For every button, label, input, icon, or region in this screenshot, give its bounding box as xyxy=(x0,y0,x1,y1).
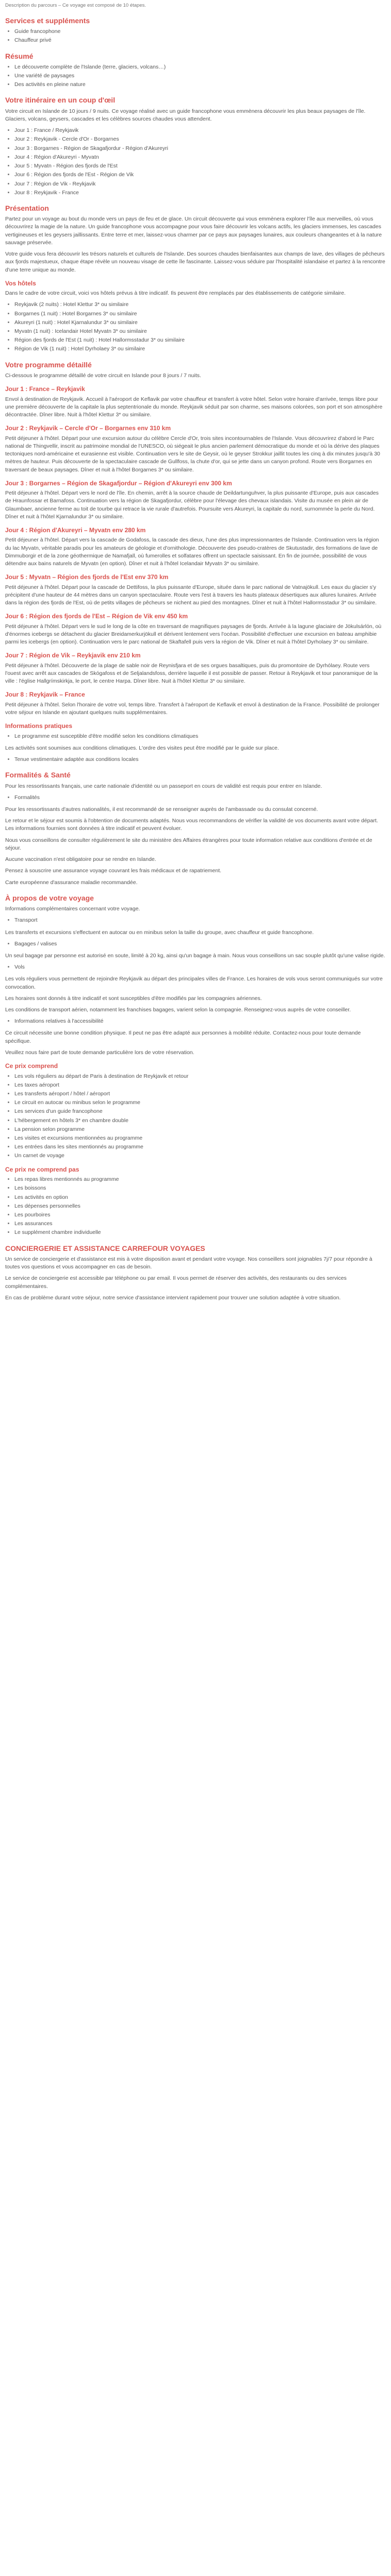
paragraph: Les vols réguliers vous permettent de rejoindre Reykjavik au départ des principales villes de France. Les horaires de vols vous seront communiqués sur votre convocation. xyxy=(5,976,383,990)
paragraph: Petit déjeuner à l'hôtel. Départ pour la cascade de Dettifoss, la plus puissante d'Europe, située dans le parc national de Vatnajökull. Les eaux du glacier s'y précipitent d'une hauteur de 44 mètres dans un canyon spectaculaire. Route vers l'est à travers les hauts plateaux désertiques aux allures lunaires. Arrivée dans la région des fjords de l'Est, où de petits villages de pêcheurs se nichent au pied des montagnes. Dîner et nuit à l'hôtel Hallormsstadur 3* ou similaire. xyxy=(5,584,377,606)
paragraph: Pour les ressortissants français, une carte nationale d'identité ou un passeport en cours de validité est requis pour entrer en Islande. xyxy=(5,783,322,789)
list-item: • Les entrées dans les sites mentionnés au programme xyxy=(14,1143,386,1151)
paragraph: Les horaires sont donnés à titre indicatif et sont susceptibles d'être modifiés par les compagnies aériennes. xyxy=(5,995,262,1002)
section-heading: À propos de votre voyage xyxy=(5,893,94,902)
list-item: • Reykjavik (2 nuits) : Hotel Klettur 3* ou similaire xyxy=(14,301,386,309)
section-heading: Résumé xyxy=(5,52,34,60)
list-item: • Les repas libres mentionnés au programme xyxy=(14,1176,386,1183)
list-item: • Région de Vik (1 nuit) : Hotel Dyrholaey 3* ou similaire xyxy=(14,345,386,353)
list-item: • La pension selon programme xyxy=(14,1126,386,1133)
bullet-list xyxy=(5,963,386,971)
section-heading: Jour 5 : Myvatn – Région des fjords de l'Est env 370 km xyxy=(5,573,169,581)
list-item: • Les visites et excursions mentionnées au programme xyxy=(14,1134,386,1142)
list-item: • Les boissons xyxy=(14,1184,386,1192)
bullet-list xyxy=(5,301,386,353)
paragraph: Carte européenne d'assurance maladie recommandée. xyxy=(5,879,138,886)
section-heading: Jour 4 : Région d'Akureyri – Myvatn env 280 km xyxy=(5,527,146,534)
bullet-list xyxy=(5,756,386,764)
list-item: • Informations relatives à l'accessibilité xyxy=(14,1018,386,1025)
list-item: • Le découverte complète de l'Islande (terre, glaciers, volcans…) xyxy=(14,63,386,71)
paragraph: Petit déjeuner à l'hôtel. Départ vers le nord de l'île. En chemin, arrêt à la source chaude de Deildartunguhver, la plus puissante d'Europe, puis aux cascades de Hraunfossar et Barnafoss. Continuation vers la région de Skagafjordur, célèbre pour l'élevage des chevaux islandais. Visite du musée en plein air de Glaumbaer, ancienne ferme au toit de tourbe qui retrace la vie rurale d'autrefois. Poursuite vers Akureyri, la capitale du nord, surnommée la perle du Nord. Dîner et nuit à l'hôtel Kjarnalundur 3* ou similaire. xyxy=(5,490,379,520)
section-heading: Jour 8 : Reykjavik – France xyxy=(5,691,85,699)
section-heading: Jour 2 : Reykjavik – Cercle d'Or – Borgarnes env 310 km xyxy=(5,425,171,432)
list-item: • Région des fjords de l'Est (1 nuit) : Hotel Hallormsstadur 3* ou similaire xyxy=(14,336,386,344)
paragraph: Aucune vaccination n'est obligatoire pour se rendre en Islande. xyxy=(5,856,156,863)
section-heading: Jour 7 : Région de Vik – Reykjavik env 210 km xyxy=(5,652,141,659)
list-item: • Formalités xyxy=(14,794,386,802)
paragraph: Petit déjeuner à l'hôtel. Départ vers le sud le long de la côte en traversant de magnifiques paysages de fjords. Arrivée à la lagune glaciaire de Jökulsárlón, où d'énormes icebergs se détachent du glacier Breidamerkurjökull et dérivent lentement vers l'océan. Possibilité d'effectuer une excursion en bateau amphibie parmi les icebergs (en option). Continuation vers le parc national de Skaftafell puis vers la région de Vik. Dîner et nuit à l'hôtel Dyrholaey 3* ou similaire. xyxy=(5,623,382,646)
list-item: • Les vols réguliers au départ de Paris à destination de Reykjavik et retour xyxy=(14,1073,386,1080)
list-item: • Les activités en option xyxy=(14,1194,386,1201)
list-item: • Borgarnes (1 nuit) : Hotel Borgarnes 3* ou similaire xyxy=(14,310,386,318)
bullet-list xyxy=(5,63,386,89)
list-item: • Jour 2 : Reykjavik - Cercle d'Or - Borgarnes xyxy=(14,135,386,143)
paragraph: Veuillez nous faire part de toute demande particulière lors de votre réservation. xyxy=(5,1049,194,1056)
list-item: • Vols xyxy=(14,963,386,971)
list-item: • Jour 6 : Région des fjords de l'Est - Région de Vik xyxy=(14,171,386,179)
section-heading: Jour 1 : France – Reykjavik xyxy=(5,385,85,393)
paragraph: En cas de problème durant votre séjour, notre service d'assistance intervient rapidement pour trouver une solution adaptée à votre situation. xyxy=(5,1294,341,1301)
paragraph: Nous vous conseillons de consulter régulièrement le site du ministère des Affaires étrangères pour toute information relative aux conditions d'entrée et de séjour. xyxy=(5,837,372,851)
section-heading: Vos hôtels xyxy=(5,279,36,287)
section-heading: Jour 6 : Région des fjords de l'Est – Région de Vik env 450 km xyxy=(5,613,188,620)
paragraph: Votre guide vous fera découvrir les trésors naturels et culturels de l'Islande. Des sources chaudes bienfaisantes aux champs de lave, des villages de pêcheurs aux fjords majestueux, chaque étape révèle un nouveau visage de cette île fascinante. Laissez-vous séduire par l'hospitalité islandaise et partez à la rencontre d'une terre unique au monde. xyxy=(5,251,385,273)
bullet-list xyxy=(5,917,386,924)
list-item: • Jour 5 : Myvatn - Région des fjords de l'Est xyxy=(14,162,386,170)
paragraph: Dans le cadre de votre circuit, voici vos hôtels prévus à titre indicatif. Ils peuvent être remplacés par des établissements de catégorie similaire. xyxy=(5,290,346,297)
list-item: • Un carnet de voyage xyxy=(14,1152,386,1160)
list-item: • Tenue vestimentaire adaptée aux conditions locales xyxy=(14,756,386,764)
paragraph: Le service de conciergerie est accessible par téléphone ou par email. Il vous permet de réserver des activités, des restaurants ou des services complémentaires. xyxy=(5,1275,347,1290)
list-item: • Une variété de paysages xyxy=(14,72,386,80)
list-item: • Le programme est susceptible d'être modifié selon les conditions climatiques xyxy=(14,733,386,740)
list-item: • Les transferts aéroport / hôtel / aéroport xyxy=(14,1090,386,1098)
paragraph: Un service de conciergerie et d'assistance est mis à votre disposition avant et pendant votre voyage. Nos conseillers sont joignables 7j/7 pour répondre à toutes vos questions et vous accompagner en cas de besoin. xyxy=(5,1256,372,1270)
section-heading: Formalités & Santé xyxy=(5,771,71,779)
list-item: • Jour 4 : Région d'Akureyri - Myvatn xyxy=(14,154,386,161)
bullet-list xyxy=(5,794,386,802)
list-item: • Jour 3 : Borgarnes - Région de Skagafjordur - Région d'Akureyri xyxy=(14,145,386,152)
list-item: • Guide francophone xyxy=(14,28,386,36)
list-item: • Transport xyxy=(14,917,386,924)
list-item: • Le circuit en autocar ou minibus selon le programme xyxy=(14,1099,386,1107)
list-item: • L'hébergement en hôtels 3* en chambre double xyxy=(14,1117,386,1125)
section-heading: Votre itinéraire en un coup d'œil xyxy=(5,96,116,105)
document-content xyxy=(5,15,386,1302)
bullet-list xyxy=(5,940,386,948)
paragraph: Partez pour un voyage au bout du monde vers un pays de feu et de glace. Un circuit découverte qui vous emmènera explorer l'île aux merveilles, où vous découvrirez la magie de la nature. Un guide francophone vous accompagne pour vous faire découvrir les volcans actifs, les glaciers immenses, les cascades vertigineuses et les geysers jaillissants. Entre terre et mer, laissez-vous charmer par ce pays aux paysages lunaires, aux couleurs changeantes et à la nature sauvage préservée. xyxy=(5,216,382,246)
section-heading: Informations pratiques xyxy=(5,722,73,730)
bullet-list xyxy=(5,1073,386,1160)
section-heading: Votre programme détaillé xyxy=(5,360,92,369)
list-item: • Bagages / valises xyxy=(14,940,386,948)
section-heading: CONCIERGERIE ET ASSISTANCE CARREFOUR VOYAGES xyxy=(5,1244,205,1252)
paragraph: Petit déjeuner à l'hôtel. Selon l'horaire de votre vol, temps libre. Transfert à l'aéroport de Keflavik et envol à destination de la France. Possibilité de prolonger votre séjour en Islande en ajoutant quelques nuits supplémentaires. xyxy=(5,701,380,716)
list-item: • Les assurances xyxy=(14,1220,386,1228)
intro-note: Description du parcours – Ce voyage est composé de 10 étapes. xyxy=(5,3,146,8)
paragraph: Petit déjeuner à l'hôtel. Départ vers la cascade de Godafoss, la cascade des dieux, l'une des plus impressionnantes de l'Islande. Continuation vers la région du lac Myvatn, véritable paradis pour les amateurs de géologie et d'ornithologie. Découverte des pseudo-cratères de Skutustadir, des formations de lave de Dimmuborgir et de la zone géothermique de Namafjall, où fumerolles et solfatares offrent un spectacle saisissant. En fin de journée, possibilité de vous détendre aux bains naturels de Myvatn (en option). Dîner et nuit à l'hôtel Icelandair Myvatn 3* ou similaire. xyxy=(5,537,379,567)
list-item: • Jour 1 : France / Reykjavik xyxy=(14,127,386,134)
section-heading: Services et suppléments xyxy=(5,16,90,25)
list-item: • Le supplément chambre individuelle xyxy=(14,1229,386,1236)
paragraph: Informations complémentaires concernant votre voyage. xyxy=(5,906,140,912)
paragraph: Petit déjeuner à l'hôtel. Départ pour une excursion autour du célèbre Cercle d'Or, trois sites incontournables de l'Islande. Vous découvrirez d'abord le Parc national de Thingvellir, inscrit au patrimoine mondial de l'UNESCO, où siégeait le plus ancien parlement démocratique du monde et où la dérive des plaques tectoniques nord-américaine et eurasienne est visible. Continuation vers le site de Geysir, où le geyser Strokkur jaillit toutes les cinq à dix minutes jusqu'à 30 mètres de hauteur. Puis découverte de la spectaculaire cascade de Gullfoss, la chute d'or, qui se jette dans un canyon profond. Route vers Borgarnes en traversant de beaux paysages. Dîner et nuit à l'hôtel Borgarnes 3* ou similaire. xyxy=(5,435,380,473)
paragraph: Les conditions de transport aérien, notamment les franchises bagages, varient selon la compagnie. Renseignez-vous auprès de votre conseiller. xyxy=(5,1007,351,1013)
section-heading: Jour 3 : Borgarnes – Région de Skagafjordur – Région d'Akureyri env 300 km xyxy=(5,479,232,487)
bullet-list xyxy=(5,1018,386,1025)
list-item: • Jour 7 : Région de Vik - Reykjavik xyxy=(14,180,386,188)
list-item: • Les taxes aéroport xyxy=(14,1081,386,1089)
bullet-list xyxy=(5,733,386,740)
paragraph: Les transferts et excursions s'effectuent en autocar ou en minibus selon la taille du groupe, avec chauffeur et guide francophone. xyxy=(5,929,314,936)
paragraph: Pour les ressortissants d'autres nationalités, il est recommandé de se renseigner auprès de l'ambassade ou du consulat concerné. xyxy=(5,806,318,813)
paragraph: Votre circuit en Islande de 10 jours / 9 nuits. Ce voyage réalisé avec un guide francophone vous emmènera découvrir les plus beaux paysages de l'île. Glaciers, volcans, geysers, cascades et les célèbres sources chaudes vous attendent. xyxy=(5,108,366,122)
paragraph: Ce circuit nécessite une bonne condition physique. Il peut ne pas être adapté aux personnes à mobilité réduite. Contactez-nous pour toute demande spécifique. xyxy=(5,1030,361,1044)
list-item: • Des activités en pleine nature xyxy=(14,81,386,89)
bullet-list xyxy=(5,1176,386,1237)
paragraph: Ci-dessous le programme détaillé de votre circuit en Islande pour 8 jours / 7 nuits. xyxy=(5,372,201,379)
list-item: • Jour 8 : Reykjavik - France xyxy=(14,189,386,197)
list-item: • Les pourboires xyxy=(14,1211,386,1219)
list-item: • Les dépenses personnelles xyxy=(14,1202,386,1210)
bullet-list xyxy=(5,127,386,197)
paragraph: Envol à destination de Reykjavik. Accueil à l'aéroport de Keflavik par votre chauffeur et transfert à votre hôtel. Selon votre horaire d'arrivée, temps libre pour une première découverte de la capitale la plus septentrionale du monde. Reykjavik séduit par son charme, ses maisons colorées, son port et son atmosphère décontractée. Dîner libre. Nuit à l'hôtel Klettur 3* ou similaire. xyxy=(5,396,383,418)
list-item: • Chauffeur privé xyxy=(14,37,386,44)
section-heading: Ce prix ne comprend pas xyxy=(5,1165,79,1173)
section-heading: Présentation xyxy=(5,204,49,212)
bullet-list xyxy=(5,28,386,44)
list-item: • Les services d'un guide francophone xyxy=(14,1108,386,1115)
paragraph: Le retour et le séjour est soumis à l'obtention de documents adaptés. Nous vous recommandons de vérifier la validité de vos documents avant votre départ. Les informations fournies sont données à titre indicatif et peuvent évoluer. xyxy=(5,818,378,832)
paragraph: Petit déjeuner à l'hôtel. Découverte de la plage de sable noir de Reynisfjara et de ses orgues basaltiques, puis du promontoire de Dyrhólaey. Route vers l'ouest avec arrêt aux cascades de Skógafoss et de Seljalandsfoss, derrière laquelle il est possible de passer. Retour à Reykjavik et tour panoramique de la ville : l'église Hallgrímskirkja, le port, le centre Harpa. Dîner libre. Nuit à l'hôtel Klettur 3* ou similaire. xyxy=(5,662,378,685)
paragraph: Un seul bagage par personne est autorisé en soute, limité à 20 kg, ainsi qu'un bagage à main. Nous vous conseillons un sac souple plutôt qu'une valise rigide. xyxy=(5,952,385,959)
list-item: • Akureyri (1 nuit) : Hotel Kjarnalundur 3* ou similaire xyxy=(14,319,386,327)
paragraph: Les activités sont soumises aux conditions climatiques. L'ordre des visites peut être modifié par le guide sur place. xyxy=(5,744,279,751)
section-heading: Ce prix comprend xyxy=(5,1062,58,1070)
paragraph: Pensez à souscrire une assurance voyage couvrant les frais médicaux et de rapatriement. xyxy=(5,868,222,874)
list-item: • Myvatn (1 nuit) : Icelandair Hotel Myvatn 3* ou similaire xyxy=(14,328,386,335)
